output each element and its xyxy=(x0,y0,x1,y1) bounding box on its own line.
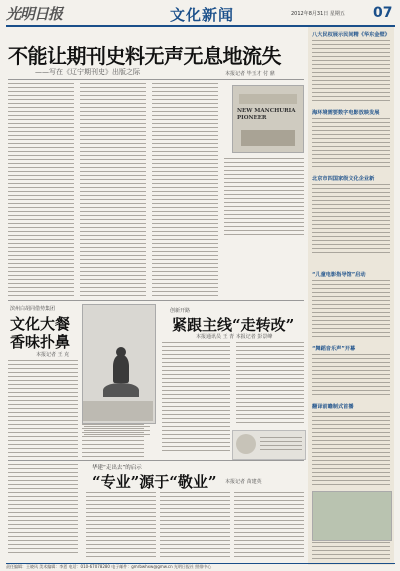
feature-byline: 本报通讯员 王 青 本报记者 彭景峰 xyxy=(196,334,273,340)
divider xyxy=(8,460,304,461)
campaign-emblem xyxy=(236,434,256,454)
sidebar-item-text xyxy=(312,118,390,170)
magazine-cover-image xyxy=(232,85,304,153)
lead-byline: 本报记者 毕玉才 付 鼎 xyxy=(225,71,275,77)
performer-costume xyxy=(103,383,139,397)
right-sidebar xyxy=(308,27,394,565)
performance-photo xyxy=(82,304,156,424)
sidebar-photo xyxy=(312,491,392,541)
feature-kicker: 创新开路 xyxy=(170,308,191,314)
bottom-text-column-2 xyxy=(160,492,230,558)
divider xyxy=(8,79,304,80)
sidebar-item-title: “舞蹈音乐声”开幕 xyxy=(312,346,356,352)
cover-bottom-art xyxy=(241,130,295,146)
culture-byline: 本报记者 王 克 xyxy=(36,352,70,358)
issue-date: 2012年8月31日 星期五 xyxy=(291,11,345,17)
photo-caption xyxy=(84,426,150,436)
culture-headline-line1: 文化大餐 xyxy=(10,315,71,333)
culture-headline-line2: 香味扑鼻 xyxy=(10,333,71,351)
bottom-byline: 本报记者 苗建英 xyxy=(225,479,262,485)
divider xyxy=(8,300,304,301)
cover-title: NEW MANCHURIA PIONEER xyxy=(237,108,296,121)
feature-text-column-1 xyxy=(162,342,230,452)
sidebar-item-text xyxy=(312,40,390,104)
sidebar-item-title: 八大民权展示民间精《华东金壁》 xyxy=(312,32,390,38)
lead-subhead: ——写在《辽宁期刊史》出版之际 xyxy=(35,68,140,76)
bottom-kicker: 华建“走出去”的启示 xyxy=(92,465,142,471)
culture-text-column-1 xyxy=(8,360,78,555)
bottom-text-column-3 xyxy=(234,492,304,558)
sidebar-item-title: 海环境需要数字电影放映发展 xyxy=(312,110,380,116)
sidebar-item-text xyxy=(312,184,390,256)
performer-silhouette xyxy=(113,355,129,383)
lead-text-column-1 xyxy=(8,83,74,297)
lead-text-column-2 xyxy=(80,83,146,297)
culture-kicker: 滨州白胡同借势集团 xyxy=(10,306,56,312)
sidebar-item-text xyxy=(312,412,390,486)
lead-text-column-3 xyxy=(152,83,218,297)
masthead xyxy=(6,3,395,27)
bottom-text-column-1 xyxy=(86,492,156,558)
page-number: 07 xyxy=(373,5,393,21)
lead-text-column-4 xyxy=(224,158,304,238)
sidebar-item-text xyxy=(312,280,390,340)
sidebar-item-title: 北京市四国家级文化企业新 xyxy=(312,176,375,182)
bottom-headline: “专业”源于“敬业” xyxy=(92,473,217,491)
page-footer: 责任编辑：王晓风 美术编辑：李恩 电话：010-67078280 电子邮件：gmrbwhxw@gmw.cn 光明日报社 照排中心 xyxy=(6,563,395,571)
campaign-text xyxy=(260,437,302,451)
feature-headline: 紧跟主线“走转改” xyxy=(172,316,295,334)
stage-floor xyxy=(83,401,153,421)
sidebar-item-title: “儿童电影指导馆”启动 xyxy=(312,272,366,278)
newspaper-logo: 光明日报 xyxy=(6,5,63,23)
sidebar-item-title: 翻译前瞻制式首播 xyxy=(312,404,354,410)
lead-headline: 不能让期刊史料无声无息地流失 xyxy=(8,44,281,68)
campaign-banner xyxy=(232,430,306,460)
section-title: 文化新闻 xyxy=(170,6,235,24)
sidebar-item-text xyxy=(312,354,390,398)
sidebar-photo-caption xyxy=(312,542,390,560)
performer-head xyxy=(116,347,126,357)
cover-illustration xyxy=(239,94,297,104)
feature-text-column-2 xyxy=(236,342,304,426)
